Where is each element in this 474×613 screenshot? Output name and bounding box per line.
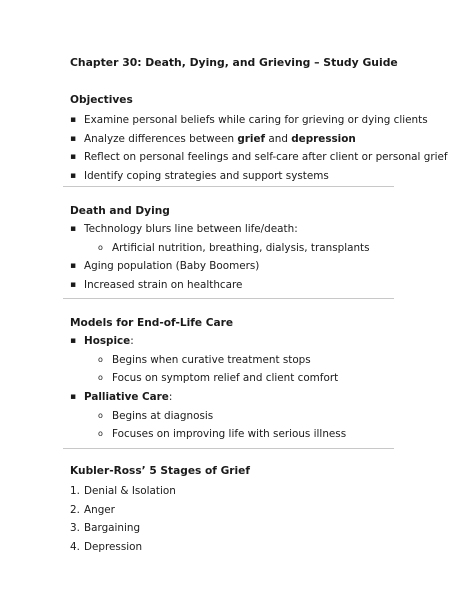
palliative-care-label: Palliative Care (84, 391, 169, 404)
stages-list (70, 482, 390, 557)
square-bullet-icon: ▪ (70, 280, 77, 291)
list-item (70, 519, 390, 538)
stage-label: Depression (84, 541, 143, 554)
square-bullet-icon: ▪ (70, 336, 77, 346)
list-item (70, 482, 390, 501)
list-item: ▪ Hospice: (70, 332, 390, 351)
section-divider (63, 448, 394, 449)
section-divider (63, 186, 394, 187)
section-divider (63, 298, 394, 299)
circle-bullet-icon: o (98, 354, 103, 364)
sub-list-item: o Artificial nutrition, breathing, dialysis, transplants (70, 239, 390, 258)
stages-section (70, 464, 390, 557)
objective-text: Analyze differences between (84, 132, 238, 145)
square-bullet-icon: ▪ (70, 261, 77, 272)
circle-bullet-icon: o (98, 410, 103, 420)
list-item (70, 538, 390, 557)
sub-list-item: o Focus on symptom relief and client comfort (70, 369, 390, 388)
sub-list-item: o Focuses on improving life with serious illness (70, 425, 390, 444)
square-bullet-icon: ▪ (70, 115, 77, 125)
objective-text: and (265, 132, 292, 145)
models-heading: Models for End-of-Life Care (70, 317, 234, 329)
death-dying-section (70, 204, 390, 295)
list-item (70, 130, 390, 149)
page-title: Chapter 30: Death, Dying, and Grieving – Study Guide (70, 56, 398, 69)
sub-list-item: o Begins when curative treatment stops (70, 351, 390, 370)
list-item: ▪ Technology blurs line between life/death: (70, 220, 390, 239)
circle-bullet-icon: o (98, 242, 103, 252)
square-bullet-icon: ▪ (70, 152, 77, 163)
objective-text: Identify coping strategies and support systems (84, 170, 329, 183)
objective-text: Reflect on personal feelings and self-care after client or personal grief (84, 151, 448, 164)
square-bullet-icon: ▪ (70, 171, 77, 182)
models-section (70, 316, 390, 444)
list-item (70, 148, 448, 167)
death-dying-list (70, 220, 390, 295)
grief-term: grief (237, 132, 266, 145)
list-item: ▪ Increased strain on healthcare (70, 276, 390, 295)
square-bullet-icon: ▪ (70, 392, 77, 403)
objectives-list (70, 111, 448, 186)
stage-number: 2. (70, 503, 80, 516)
objectives-section (70, 93, 448, 186)
stage-number: 1. (70, 485, 80, 497)
circle-bullet-icon: o (98, 373, 103, 383)
list-item: ▪ Palliative Care: (70, 388, 390, 407)
stage-label: Anger (84, 503, 115, 516)
list-item: ▪ Aging population (Baby Boomers) (70, 257, 390, 276)
square-bullet-icon: ▪ (70, 224, 77, 234)
list-item (70, 167, 390, 186)
stage-label: Bargaining (84, 522, 141, 535)
models-list (70, 332, 390, 444)
objective-text: Examine personal beliefs while caring for grieving or dying clients (84, 114, 428, 126)
objectives-heading: Objectives (70, 94, 133, 106)
square-bullet-icon: ▪ (70, 133, 77, 144)
list-item (70, 111, 428, 130)
hospice-label: Hospice (84, 335, 131, 347)
stage-label: Denial & Isolation (84, 485, 176, 497)
stage-number: 4. (70, 541, 80, 554)
death-dying-heading: Death and Dying (70, 205, 170, 217)
sub-list-item: o Begins at diagnosis (70, 407, 390, 426)
stage-number: 3. (70, 522, 80, 535)
circle-bullet-icon: o (98, 429, 103, 439)
list-item (70, 501, 390, 520)
depression-term: depression (291, 132, 356, 145)
stages-heading: Kubler-Ross’ 5 Stages of Grief (70, 465, 250, 477)
